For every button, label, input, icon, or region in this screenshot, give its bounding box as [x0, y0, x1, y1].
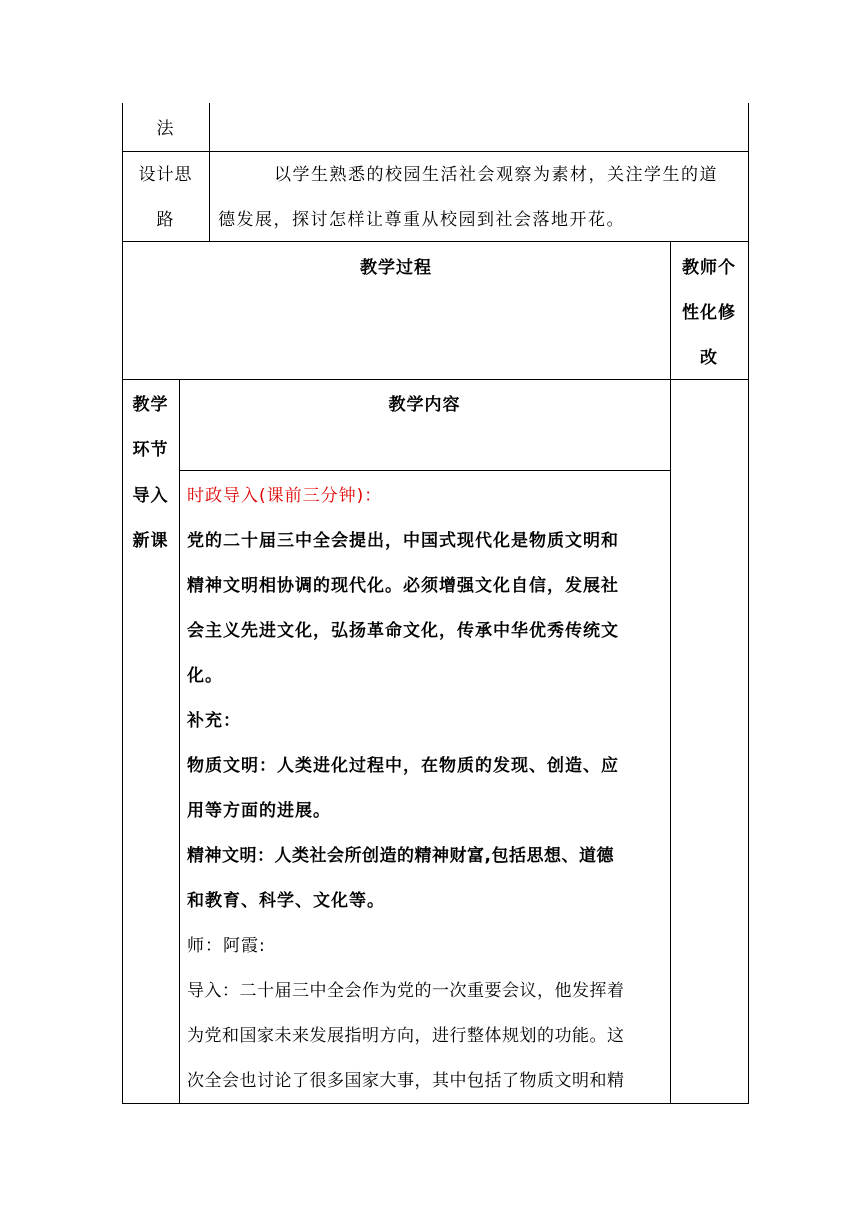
content-header: 教学内容 [388, 395, 461, 415]
stage-label-line1: 导入 [132, 486, 169, 506]
column-divider [179, 379, 180, 1104]
content-line: 补充： [187, 711, 241, 731]
teacher-revision-line3: 改 [700, 348, 718, 368]
content-line: 为党和国家未来发展指明方向，进行整体规划的功能。这 [187, 1026, 625, 1046]
content-line: 导入：二十届三中全会作为党的一次重要会议，他发挥着 [187, 981, 625, 1001]
content-line: 化。 [187, 666, 223, 686]
method-label: 法 [156, 119, 175, 139]
content-line: 精神文明：人类社会所创造的精神财富,包括思想、道德 [187, 846, 614, 866]
table-bottom-border [122, 1103, 749, 1104]
content-line: 时政导入(课前三分钟)： [187, 486, 383, 506]
table-left-border [122, 103, 123, 1104]
content-line: 用等方面的进展。 [187, 801, 331, 821]
content-line: 会主义先进文化，弘扬革命文化，传承中华优秀传统文 [187, 621, 619, 641]
content-line: 党的二十届三中全会提出，中国式现代化是物质文明和 [187, 531, 619, 551]
row-divider [122, 241, 749, 242]
column-divider [670, 241, 671, 1104]
teacher-revision-line2: 性化修 [682, 303, 736, 323]
table-right-border [748, 103, 749, 1104]
content-line: 和教育、科学、文化等。 [187, 891, 385, 911]
row-divider [122, 379, 749, 380]
design-text-line2: 德发展，探讨怎样让尊重从校园到社会落地开花。 [218, 210, 625, 230]
content-line: 物质文明：人类进化过程中，在物质的发现、创造、应 [187, 756, 619, 776]
stage-label-line2: 新课 [132, 531, 169, 551]
row-divider [122, 151, 749, 152]
content-line: 师：阿霞: [187, 936, 266, 956]
content-line: 精神文明相协调的现代化。必须增强文化自信，发展社 [187, 576, 619, 596]
stage-header-line2: 环节 [132, 440, 169, 460]
column-divider [209, 103, 210, 242]
design-label-line2: 路 [156, 210, 175, 230]
row-divider [179, 470, 670, 471]
stage-header-line1: 教学 [132, 395, 169, 415]
design-label-line1: 设计思 [138, 165, 193, 185]
design-text-line1: 以学生熟悉的校园生活社会观察为素材，关注学生的道 [274, 165, 718, 185]
content-line: 次全会也讨论了很多国家大事，其中包括了物质文明和精 [187, 1071, 625, 1091]
teacher-revision-line1: 教师个 [682, 258, 736, 278]
teaching-process-title: 教学过程 [360, 258, 432, 278]
